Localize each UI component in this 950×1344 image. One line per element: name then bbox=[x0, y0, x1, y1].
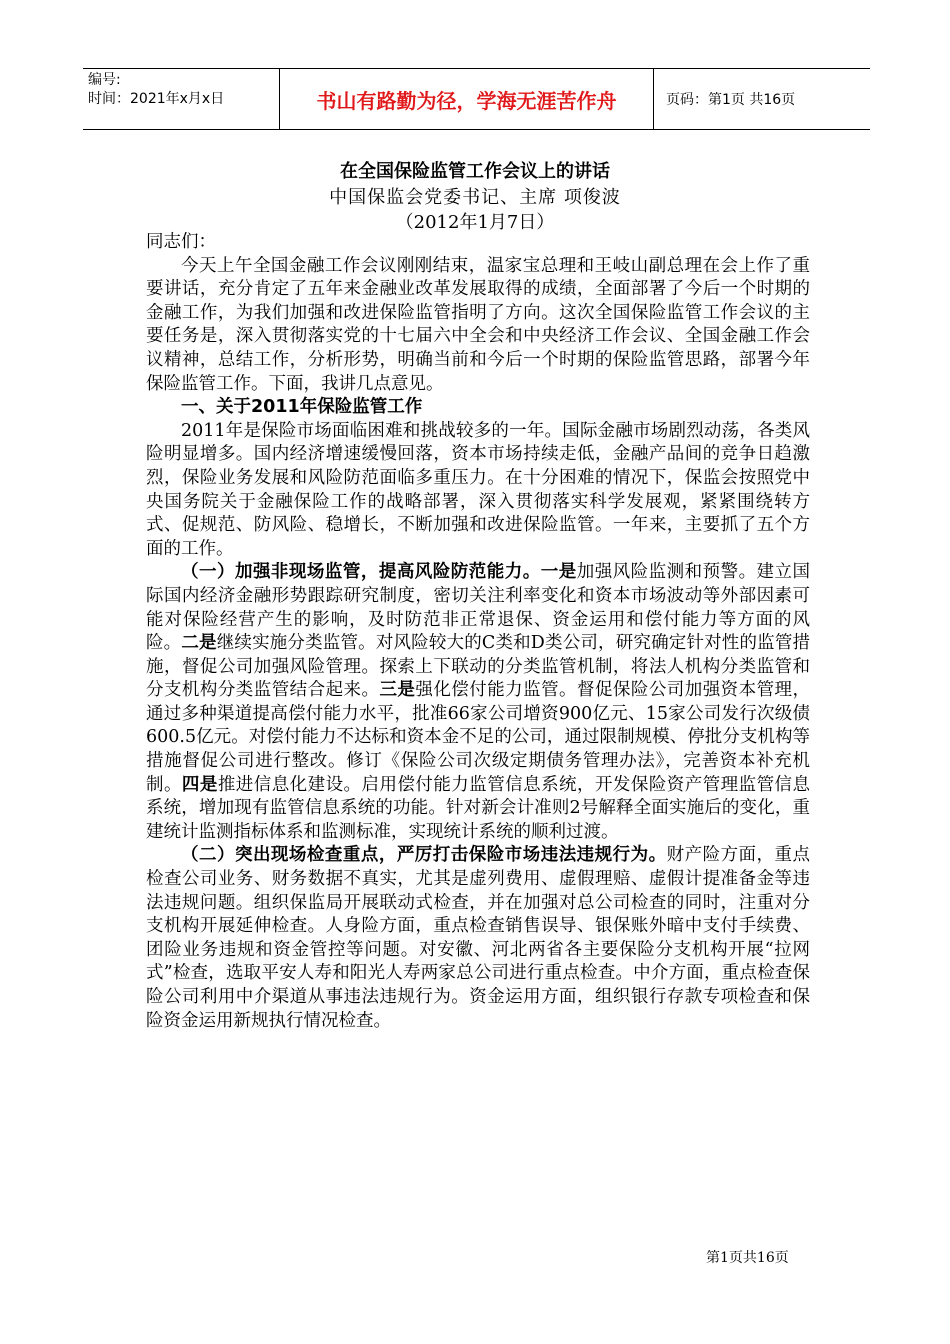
paragraph-text: 财产险方面，重点检查公司业务、财务数据不真实，尤其是虚列费用、虚假理赔、虚假计提准备金等违法违规问题。组织保监局开展联动式检查，并在加强对总公司检查的同时，注重对分支机构开展延伸检查。人身险方面，重点检查销售误导、银保账外暗中支付手续费、团险业务违规和资金管控等问题。对安徽、河北两省各主要保险分支机构开展“拉网式”检查，选取平安人寿和阳光人寿两家总公司进行重点检查。中介方面，重点检查保险公司利用中介渠道从事违法违规行为。资金运用方面，组织银行存款专项检查和保险资金运用新规执行情况检查。 bbox=[146, 845, 811, 1031]
point-marker: 二是 bbox=[181, 633, 217, 654]
section-heading: 一、关于2011年保险监管工作 bbox=[181, 397, 423, 418]
paragraph: 今天上午全国金融工作会议刚刚结束，温家宝总理和王岐山副总理在会上作了重要讲话，充分肯定了五年来金融业改革发展取得的成绩，全面部署了今后一个时期的金融工作，为我们加强和改进保险监管指明了方向。这次全国保险监管工作会议的主要任务是，深入贯彻落实党的十七届六中全会和中央经济工作会议、全国金融工作会议精神，总结工作，分析形势，明确当前和今后一个时期的保险监管思路，部署今年保险监管工作。下面，我讲几点意见。 bbox=[146, 255, 810, 394]
motto: 书山有路勤为径，学海无涯苦作舟 bbox=[280, 69, 654, 129]
date-line: （2012年1月7日） bbox=[395, 212, 555, 233]
subsection-heading: （二）突出现场检查重点，严厉打击保险市场违法违规行为。 bbox=[181, 845, 667, 866]
point-marker: 一是 bbox=[540, 562, 577, 583]
header-table bbox=[83, 68, 870, 130]
page-label: 页码：第1页 共16页 bbox=[666, 92, 796, 108]
document-title: 在全国保险监管工作会议上的讲话 bbox=[340, 161, 610, 182]
page-footer: 第1页共16页 bbox=[706, 1250, 789, 1266]
point-text: 推进信息化建设。启用偿付能力监管信息系统，开发保险资产管理监管信息系统，增加现有监管信息系统的功能。针对新会计准则2号解释全面实施后的变化，重建统计监测指标体系和监测标准，实现统计系统的顺利过渡。 bbox=[146, 774, 811, 842]
point-marker: 四是 bbox=[181, 774, 218, 795]
paragraph bbox=[146, 561, 810, 844]
point-marker: 三是 bbox=[379, 680, 416, 701]
subsection-heading: （一）加强非现场监管，提高风险防范能力。 bbox=[181, 562, 541, 583]
number-label: 编号: bbox=[88, 72, 121, 88]
salutation: 同志们： bbox=[146, 232, 216, 252]
document-body bbox=[146, 231, 810, 1033]
header-meta bbox=[83, 69, 280, 129]
point-text: 强化偿付能力监管。督促保险公司加强资本管理，通过多种渠道提高偿付能力水平，批准66家公司增资900亿元、15家公司发行次级债600.5亿元。对偿付能力不达标和资本金不足的公司，通过限制规模、停批分支机构等措施督促公司进行整改。修订《保险公司次级定期债务管理办法》，完善资本补充机制。 bbox=[146, 680, 811, 795]
point-text: 加强风险监测和预警。建立国际国内经济金融形势跟踪研究制度，密切关注利率变化和资本市场波动等外部因素可能对保险经营产生的影响，及时防范非正常退保、资金运用和偿付能力等方面的风险。 bbox=[146, 562, 811, 654]
point-text: 继续实施分类监管。对风险较大的C类和D类公司，研究确定针对性的监管措施，督促公司加强风险管理。探索上下联动的分类监管机制，将法人机构分类监管和分支机构分类监管结合起来。 bbox=[146, 633, 811, 701]
date-label: 时间：2021年x月x日 bbox=[88, 91, 225, 107]
paragraph bbox=[146, 844, 810, 1033]
paragraph: 2011年是保险市场面临困难和挑战较多的一年。国际金融市场剧烈动荡，各类风险明显增多。国内经济增速缓慢回落，资本市场持续走低，金融产品间的竞争日趋激烈，保险业务发展和风险防范面临多重压力。在十分困难的情况下，保监会按照党中央国务院关于金融保险工作的战略部署，深入贯彻落实科学发展观，紧紧围绕转方式、促规范、防风险、稳增长，不断加强和改进保险监管。一年来，主要抓了五个方面的工作。 bbox=[146, 420, 810, 559]
author-line: 中国保监会党委书记、主席 项俊波 bbox=[329, 187, 621, 208]
